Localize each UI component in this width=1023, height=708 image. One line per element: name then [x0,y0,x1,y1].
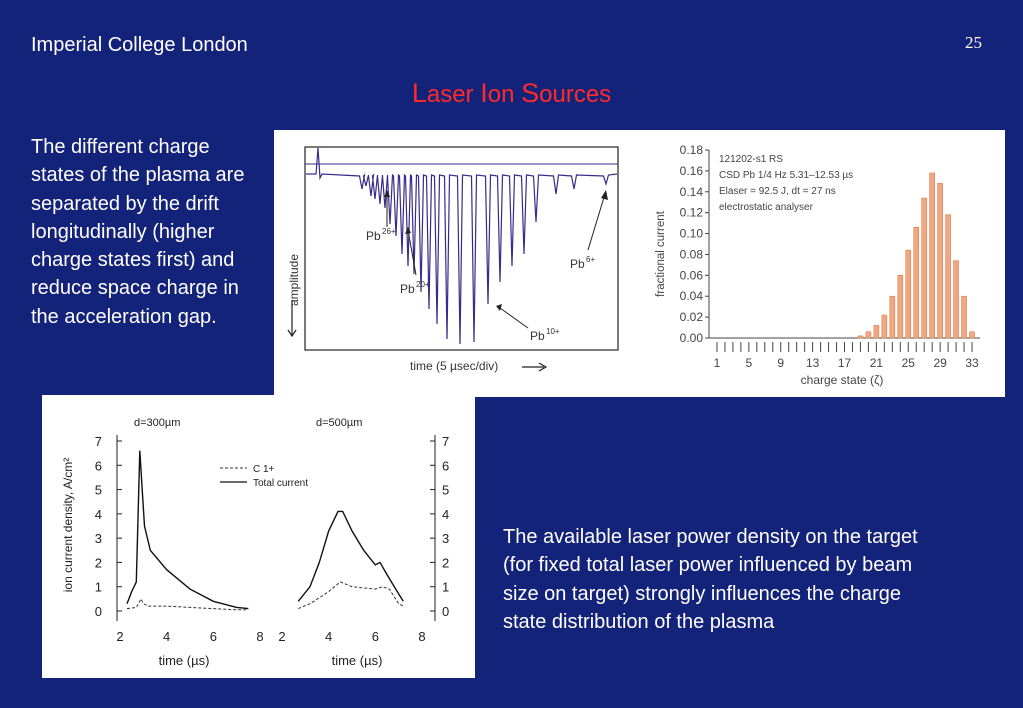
csd-xtick-label-5: 21 [869,356,884,370]
page-number: 25 [965,33,982,52]
current-series-3 [298,582,403,609]
csd-bar-9 [930,173,935,338]
csd-ytick-label-2: 0.04 [679,289,703,304]
csd-ytick-label-5: 0.10 [679,226,703,241]
current-ylabel: ion current density, A/cm² [61,457,75,593]
pb10-charge: 10+ [546,327,560,336]
csd-ytick-label-4: 0.08 [679,247,703,262]
title-word-1: aser [426,81,474,108]
current-ytick-label-right-4: 4 [442,506,450,522]
current-xtick-label-p0-0: 2 [116,629,124,644]
pb20-ion: Pb [400,282,415,296]
csd-ytick-label-1: 0.02 [679,310,703,325]
current-ytick-label-right-0: 0 [442,604,450,619]
title-cap-s: S [521,78,540,108]
pb6-ion: Pb [570,257,585,271]
csd-yticks [680,143,709,345]
csd-bar-3 [882,315,887,338]
current-ytick-label-left-4: 4 [94,506,102,522]
current-xtick-label-p1-3: 8 [418,629,426,644]
pb26-arrow-head [384,190,390,197]
legend-c1-label: C 1+ [253,464,275,475]
current-yticks [95,434,449,619]
current-xtick-label-p0-2: 6 [209,629,217,644]
current-ytick-label-left-7: 7 [94,434,102,449]
csd-info-2: CSD Pb 1/4 Hz 5.31–12.53 µs [719,170,854,181]
csd-xtick-label-1: 5 [745,356,753,370]
annotation-pb10 [496,304,560,343]
csd-xticks [714,342,979,370]
current-ytick-label-left-2: 2 [94,555,102,571]
current-ytick-label-right-6: 6 [442,458,450,474]
csd-xtick-label-8: 33 [965,356,979,370]
current-xtick-label-p1-0: 2 [278,629,286,644]
csd-bar-10 [938,183,943,338]
csd-ytick-label-6: 0.12 [679,205,703,220]
csd-ytick-label-3: 0.06 [679,268,703,283]
current-ytick-label-right-2: 2 [442,555,450,571]
tof-ylabel: amplitude [287,253,301,307]
current-xtick-label-p0-3: 8 [256,629,264,644]
tof-trace [306,148,617,344]
csd-bar-7 [914,227,919,338]
csd-ytick-label-8: 0.16 [679,163,703,178]
pb6-arrow-head [601,190,608,200]
current-ytick-label-right-3: 3 [442,531,450,547]
csd-bar-2 [874,325,879,338]
current-xtick-label-p1-2: 6 [371,629,379,644]
current-ytick-label-left-1: 1 [94,579,102,595]
current-xtick-label-p0-1: 4 [163,629,171,644]
current-ytick-label-right-1: 1 [442,579,450,595]
csd-info-4: electrostatic analyser [719,202,813,213]
csd-xtick-label-6: 25 [901,356,915,370]
current-ytick-label-left-0: 0 [94,604,102,619]
csd-bars [858,173,975,338]
csd-ytick-label-7: 0.14 [679,184,703,199]
csd-bar-4 [890,296,895,338]
title-cap-i: I [480,78,488,108]
figure-ion-current [42,395,475,678]
csd-bar-0 [858,336,863,338]
pb26-ion: Pb [366,229,381,243]
tof-xlabel: time (5 µsec/div) [410,359,499,373]
csd-ytick-label-0: 0.00 [679,331,703,345]
pb6-arrow [588,194,605,250]
figure-tof-and-csd [274,130,1005,397]
title-cap-l: L [411,78,427,108]
current-series-1 [127,599,248,610]
csd-xtick-label-7: 29 [933,356,947,370]
current-ytick-label-right-5: 5 [442,482,450,498]
csd-xlabel: charge state (ζ) [800,373,884,387]
current-svg [42,395,475,678]
csd-bar-13 [962,296,967,338]
csd-xtick-label-0: 1 [713,356,721,370]
csd-bar-5 [898,275,903,338]
current-xticks [116,629,425,644]
csd-xtick-label-4: 17 [837,356,852,370]
pb10-arrow [500,308,528,328]
current-xtick-label-p1-1: 4 [325,629,333,644]
csd-xtick-label-2: 9 [777,356,785,370]
title-word-3: ources [539,81,612,108]
pb20-charge: 20+ [416,280,430,289]
current-ytick-label-left-3: 3 [94,531,102,547]
current-ytick-label-left-5: 5 [94,482,102,498]
pb10-ion: Pb [530,329,545,343]
csd-info-3: Elaser = 92.5 J, dt = 27 ns [719,186,836,197]
pb20-arrow-head [405,227,411,234]
csd-bar-8 [922,198,927,338]
csd-bar-6 [906,250,911,338]
csd-xtick-label-3: 13 [805,356,820,370]
csd-bar-11 [946,215,951,338]
current-xlabel-left: time (µs) [158,653,210,668]
current-ytick-label-left-6: 6 [94,458,102,474]
current-xlabel-right: time (µs) [331,653,383,668]
current-series-0 [127,451,248,609]
csd-ylabel: fractional current [655,211,667,297]
panel-label-300: d=300µm [134,417,181,429]
current-ytick-label-right-7: 7 [442,434,450,449]
paragraph-right: The available laser power density on the target (for fixed total laser power influenced by beam size on target) strongly influences the charge state distribution of the plasma [503,526,918,633]
csd-bar-14 [970,332,975,338]
annotation-pb6 [570,190,608,271]
pb10-arrow-head [496,304,502,311]
csd-ytick-label-9: 0.18 [679,143,703,157]
paragraph-left: The different charge states of the plasma are separated by the drift longitudinally (higher charge states first) and reduce space charge in the acceleration gap. [31,136,245,328]
pb26-charge: 26+ [382,227,396,236]
org-name: Imperial College London [31,34,248,56]
current-series-2 [298,511,403,601]
slide-title [0,78,1023,109]
title-word-2: on [487,81,515,108]
csd-bar-1 [866,332,871,338]
panel-label-500: d=500µm [316,417,363,429]
csd-bar-12 [954,261,959,338]
csd-info-1: 121202-s1 RS [719,154,783,165]
legend-total-label: Total current [253,478,309,489]
tof-svg [274,130,1005,397]
pb6-charge: 6+ [586,255,596,264]
